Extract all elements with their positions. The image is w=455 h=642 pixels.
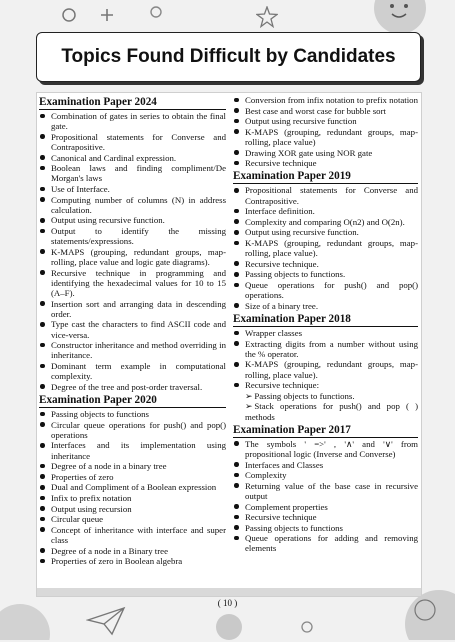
right-column [233,95,418,555]
arrow-icon: ➢ [245,401,253,412]
section-heading-2018: Examination Paper 2018 [233,312,418,327]
list-item: Output to identify the missing statements/expressions. [39,226,226,246]
list-item: Insertion sort and arranging data in descending order. [39,299,226,319]
list-item: Complexity [233,470,418,480]
list-item: Interface definition. [233,206,418,216]
left-column [39,95,226,567]
circle-icon [214,612,244,642]
list-item: Complexity and comparing O(n2) and O(2n). [233,217,418,227]
list-item: Type cast the characters to find ASCII code and vice-versa. [39,319,226,339]
list-item: Queue operations for push() and pop() operations. [233,280,418,300]
list-item: Degree of the tree and post-order traversal. [39,382,226,392]
list-item: Recursive technique in programming and identifying the hexadecimal values for 10 to 15 (A–F). [39,268,226,299]
list-item: Output using recursive function. [233,227,418,237]
topic-list-2017 [233,439,418,554]
topic-list-2019 [233,185,418,311]
list-item: Dual and Compliment of a Boolean expression [39,482,226,492]
list-item: Passing objects to functions [39,409,226,419]
list-item: Dominant term example in computational complexity. [39,361,226,381]
sub-list-item: ➢ Stack operations for push() and pop ( ) methods [245,401,418,422]
list-item: Interfaces and its implementation using inheritance [39,440,226,460]
section-heading-2017: Examination Paper 2017 [233,423,418,438]
section-heading-2024: Examination Paper 2024 [39,95,226,110]
list-item: K-MAPS (grouping, redundant groups, map-rolling, place value and logic gate diagrams). [39,247,226,267]
list-item: Wrapper classes [233,328,418,338]
list-item: Queue operations for adding and removing elements [233,533,418,553]
list-item: The symbols ' =>' , '∧' and '∨' from propositional logic (Inverse and Converse) [233,439,418,459]
list-item: Extracting digits from a number without using the % operator. [233,339,418,359]
list-item: Complement properties [233,502,418,512]
list-item: K-MAPS (grouping, redundant groups, map-rolling, place value). [233,238,418,258]
section-heading-2020: Examination Paper 2020 [39,393,226,408]
list-item: Propositional statements for Converse and Contrapositive. [233,185,418,205]
list-item: Output using recursive function. [39,215,226,225]
list-item: Size of a binary tree. [233,301,418,311]
list-item: K-MAPS (grouping, redundant groups, map-rolling, place value) [233,127,418,147]
list-item: Output using recursive function [233,116,418,126]
plus-icon [100,8,114,22]
list-item: Constructor inheritance and method overriding in inheritance. [39,340,226,360]
topic-list-2018 [233,328,418,422]
list-item: Recursive technique. [233,259,418,269]
list-item: Passing objects to functions. [233,269,418,279]
list-item: Properties of zero in Boolean algebra [39,556,226,566]
list-item: K-MAPS (grouping, redundant groups, map-rolling, place value). [233,359,418,379]
list-item: Recursive technique [233,158,418,168]
section-heading-2019: Examination Paper 2019 [233,169,418,184]
paper-plane-icon [86,606,126,636]
list-item: Output using recursion [39,504,226,514]
list-item: Computing number of columns (N) in address calculation. [39,195,226,215]
list-item: Propositional statements for Converse and Contrapositive. [39,132,226,152]
page-number: ( 10 ) [217,598,238,608]
list-item: Properties of zero [39,472,226,482]
footer-bar [36,588,422,597]
circle-icon [148,4,164,20]
arrow-icon: ➢ [245,390,253,401]
topic-list-2024-continued [233,95,418,168]
content-panel [36,92,422,590]
star-icon [256,6,278,28]
list-item: Infix to prefix notation [39,493,226,503]
list-item: Returning value of the base case in recursive output [233,481,418,501]
list-item: Combination of gates in series to obtain the final gate. [39,111,226,131]
list-item: Passing objects to functions [233,523,418,533]
topic-list-2024 [39,111,226,392]
list-item: Recursive technique [233,512,418,522]
list-item: Degree of a node in a binary tree [39,461,226,471]
list-item: Circular queue operations for push() and pop() operations [39,420,226,440]
topic-list-2020 [39,409,226,566]
list-item: Canonical and Cardinal expression. [39,153,226,163]
title-box [36,32,421,82]
page-title: Topics Found Difficult by Candidates [61,46,396,67]
list-item: Use of Interface. [39,184,226,194]
list-item: Conversion from infix notation to prefix notation [233,95,418,105]
list-item: Degree of a node in a Binary tree [39,546,226,556]
list-item: Circular queue [39,514,226,524]
sub-list-item: ➢ Passing objects to functions. [245,390,355,401]
list-item: Interfaces and Classes [233,460,418,470]
list-item: Boolean laws and finding compliment/De Morgan's laws [39,163,226,183]
list-item: Best case and worst case for bubble sort [233,106,418,116]
list-item: Drawing XOR gate using NOR gate [233,148,418,158]
circle-icon [300,620,314,634]
list-item: Concept of inheritance with interface and super class [39,525,226,545]
list-item: Recursive technique: [233,380,418,390]
circle-icon [60,6,78,24]
